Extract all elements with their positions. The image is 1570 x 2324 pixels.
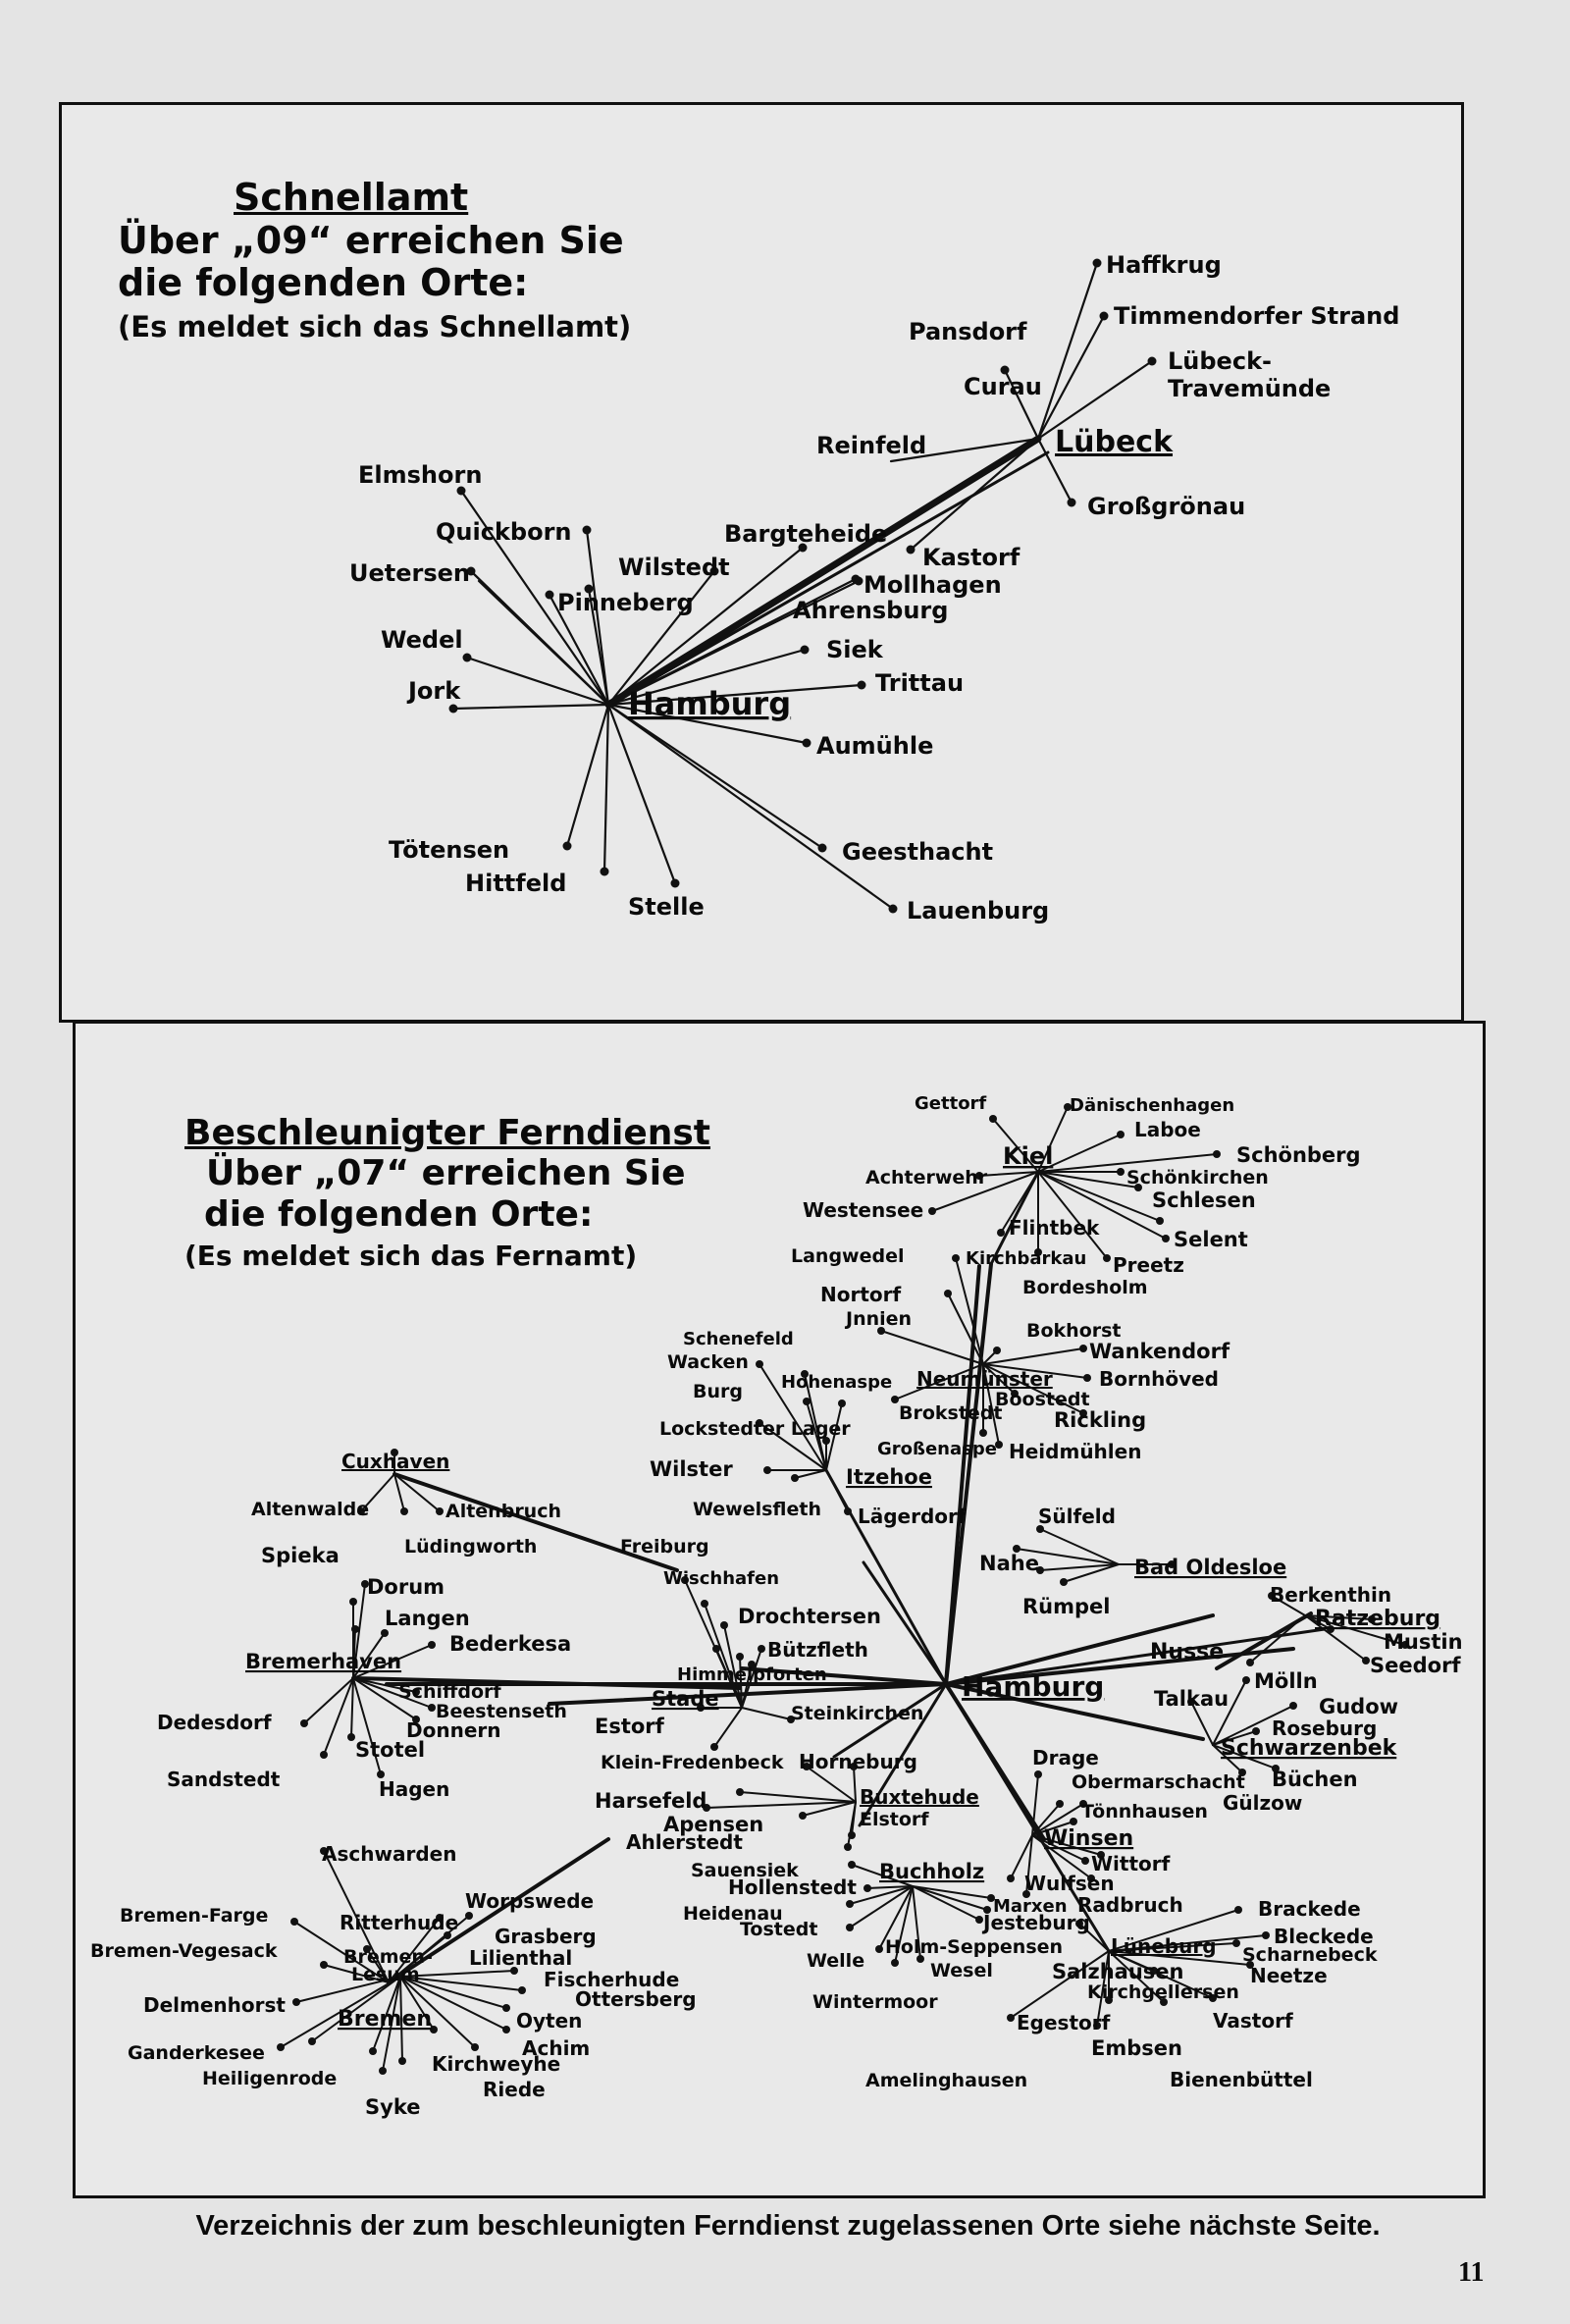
town-label-itzehoe: Itzehoe [846,1465,932,1489]
town-label-buechen: Büchen [1272,1768,1358,1791]
town-label-bleckede: Bleckede [1274,1925,1374,1948]
town-dot [891,1396,899,1403]
town-label-freiburg: Freiburg [620,1536,709,1558]
town-label-wilstedt: Wilstedt [618,554,730,581]
town-dot [518,1986,526,1994]
town-dot [803,1398,811,1405]
town-dot [712,1645,720,1653]
town-label-syke: Syke [365,2095,421,2119]
town-dot [502,2004,510,2012]
town-label-sandstedt: Sandstedt [167,1768,281,1791]
town-label-schenefeld: Schenefeld [683,1329,794,1349]
town-dot [379,2067,387,2075]
town-label-elstorf: Elstorf [860,1809,929,1830]
town-label-bienenbuettel: Bienenbüttel [1170,2068,1313,2091]
town-label-kirchgellersen: Kirchgellersen [1087,1981,1239,2003]
town-dot [398,2057,406,2065]
town-label-hittfeld: Hittfeld [465,870,567,897]
town-label-guelzow: Gülzow [1223,1791,1303,1815]
town-label-salzhausen: Salzhausen [1052,1960,1184,1983]
town-dot [1034,1770,1042,1778]
town-dot [1007,2014,1015,2022]
town-label-altenbruch: Altenbruch [445,1501,561,1522]
connection-line [567,705,608,846]
connection-line [324,1678,353,1755]
town-label-bremen: Bremen [338,2007,433,2032]
town-dot [1079,1345,1087,1352]
town-dot [858,681,866,690]
town-dot [671,879,680,888]
town-label-hagen: Hagen [379,1777,450,1801]
town-label-radbruch: Radbruch [1077,1893,1183,1917]
town-label-jesteburg: Jesteburg [983,1911,1090,1934]
town-dot [428,1641,436,1649]
town-label-boostedt: Boostedt [995,1389,1090,1410]
town-label-preetz: Preetz [1113,1253,1184,1277]
town-dot [993,1347,1001,1354]
town-label-sauensiek: Sauensiek [691,1860,799,1881]
town-label-bornhoeved: Bornhöved [1099,1367,1219,1391]
town-dot [801,646,810,655]
town-label-ahlerstedt: Ahlerstedt [626,1830,743,1854]
ferndienst-line1: Über „07“ erreichen Sie [206,1153,686,1194]
connection-line [850,1886,913,1904]
town-label-mollhagen: Mollhagen [864,571,1002,599]
town-label-heidmuehlen: Heidmühlen [1009,1440,1142,1463]
town-label-wankendorf: Wankendorf [1089,1340,1230,1363]
town-label-wittorf: Wittorf [1091,1852,1171,1875]
town-dot [546,591,554,600]
town-dot [1117,1131,1125,1138]
town-label-scharnebeck: Scharnebeck [1242,1944,1378,1966]
town-label-brackede: Brackede [1258,1897,1361,1921]
town-dot [290,1918,298,1926]
town-dot [277,2043,285,2051]
town-label-bordesholm: Bordesholm [1022,1277,1148,1298]
town-dot [1117,1168,1125,1176]
town-label-estorf: Estorf [595,1715,664,1738]
town-label-rosseburg: Roseburg [1272,1717,1378,1740]
page-number: 11 [1458,2257,1485,2288]
town-dot [563,842,572,851]
town-label-suelfeld: Sülfeld [1038,1505,1116,1528]
town-dot [891,1959,899,1967]
town-label-kirchbarkau: Kirchbarkau [966,1248,1087,1269]
town-dot [1246,1659,1254,1666]
town-dot [758,1645,765,1653]
town-label-schoenkirchen: Schönkirchen [1126,1167,1269,1188]
town-dot [400,1507,408,1515]
town-label-luedingworth: Lüdingworth [404,1536,538,1558]
town-label-seedorf: Seedorf [1370,1654,1461,1677]
town-dot [1234,1906,1242,1914]
town-label-daenischenhagen: Dänischenhagen [1070,1095,1235,1116]
town-dot [1289,1702,1297,1710]
town-label-wilster: Wilster [650,1457,733,1481]
town-dot [292,1998,300,2006]
town-dot [1156,1217,1164,1225]
town-label-delmenhorst: Delmenhorst [143,1993,286,2017]
town-dot [1213,1150,1221,1158]
town-dot [601,868,609,876]
town-dot [1083,1374,1091,1382]
town-dot [756,1360,763,1368]
town-dot [875,1945,883,1953]
town-label-oyten: Oyten [516,2009,583,2033]
town-dot [583,526,592,535]
town-label-elmshorn: Elmshorn [358,461,483,489]
town-label-lockstedter: Lockstedter Lager [659,1418,851,1440]
town-label-bremerhaven: Bremerhaven [245,1650,402,1673]
connection-line [740,1792,856,1802]
town-label-riede: Riede [483,2078,546,2101]
town-label-luebeck: Lübeck [1055,425,1174,459]
town-label-schoenberg: Schönberg [1236,1143,1361,1167]
town-label-schiffdorf: Schiffdorf [398,1681,501,1703]
town-label-burg: Burg [693,1381,743,1402]
town-dot [844,1843,852,1851]
town-label-jnnien: Jnnien [846,1308,913,1330]
town-label-kiel: Kiel [1003,1142,1054,1170]
town-label-dorum: Dorum [367,1575,445,1599]
town-dot [975,1916,983,1924]
town-label-wewelsfleth: Wewelsfleth [693,1499,822,1520]
town-label-geesthacht: Geesthacht [842,838,994,866]
town-dot [1060,1578,1068,1586]
town-dot [803,739,811,748]
town-dot [1081,1857,1089,1865]
town-dot [465,1912,473,1920]
town-label-hamburg: Hamburg [962,1670,1105,1703]
town-label-wulfsen: Wulfsen [1024,1872,1115,1895]
town-dot [791,1474,799,1482]
town-dot [1007,1875,1015,1882]
town-label-reinfeld: Reinfeld [816,432,927,459]
town-label-nahe: Nahe [979,1552,1039,1575]
town-label-mustin: Mustin [1384,1630,1463,1654]
connection-line [1038,263,1097,439]
town-label-bokhorst: Bokhorst [1026,1320,1122,1342]
town-label-wischhafen: Wischhafen [663,1568,780,1589]
town-label-donnern: Donnern [406,1718,501,1742]
town-label-flintbek: Flintbek [1009,1216,1100,1240]
town-label-kirchweyhe: Kirchweyhe [432,2052,561,2076]
town-label-nortorf: Nortorf [820,1283,902,1306]
town-label-worpswede: Worpswede [465,1889,595,1913]
town-label-bargteheide: Bargteheide [724,520,888,548]
town-dot [864,1884,871,1892]
town-label-rickling: Rickling [1054,1408,1147,1432]
town-label-laboe: Laboe [1134,1118,1201,1141]
town-dot [463,654,472,662]
town-label-toetensen: Tötensen [389,836,510,864]
town-label-schlesen: Schlesen [1152,1188,1256,1212]
town-label-pinneberg: Pinneberg [557,589,694,616]
connection-line [604,705,608,872]
town-label-bremenvegesack: Bremen-Vegesack [90,1940,278,1962]
ferndienst-line2: die folgenden Orte: [204,1193,594,1235]
town-dot [1103,1254,1111,1262]
schnellamt-line2: die folgenden Orte: [118,261,529,305]
schnellamt-line3: (Es meldet sich das Schnellamt) [118,310,632,344]
town-dot [846,1900,854,1908]
town-dot [1252,1727,1260,1735]
connection-line [795,1470,826,1478]
footer-note: Verzeichnis der zum beschleunigten Ferndienst zugelassenen Orte siehe nächste Seite. [195,2210,1381,2242]
town-label-travemuende2: Travemünde [1168,375,1332,402]
town-label-quickborn: Quickborn [436,518,572,546]
town-dot [799,1812,807,1820]
town-label-spieka: Spieka [261,1544,340,1567]
town-label-harsefeld: Harsefeld [595,1789,707,1813]
town-dot [979,1429,987,1437]
town-label-stade: Stade [652,1687,719,1711]
town-label-holmseppensen: Holm-Seppensen [885,1936,1064,1958]
town-label-wacken: Wacken [667,1351,749,1373]
town-label-laegerdorf: Lägerdorf [858,1505,967,1528]
town-label-uetersen: Uetersen [349,559,470,587]
town-label-hamburg: Hamburg [628,685,792,722]
town-dot [349,1598,357,1606]
town-label-wesel: Wesel [930,1960,993,1981]
town-dot [889,905,898,914]
town-label-himmelpforten: Himmelpforten [677,1664,827,1685]
town-dot [907,546,916,555]
town-label-lueneburg: Lüneburg [1111,1934,1217,1958]
town-dot [818,844,827,853]
town-dot [308,2037,316,2045]
town-label-lauenburg: Lauenburg [907,897,1050,924]
town-label-nusse: Nusse [1150,1640,1225,1664]
town-dot [848,1861,856,1869]
connection-line [351,1678,353,1737]
town-label-winsen: Winsen [1044,1826,1134,1851]
town-dot [1100,312,1109,321]
connection-line [881,1331,983,1364]
town-label-neumuenster: Neumünster [916,1367,1053,1391]
town-label-trittau: Trittau [875,669,965,697]
town-label-egestorf: Egestorf [1017,2011,1111,2034]
town-label-bederkesa: Bederkesa [449,1632,572,1656]
town-label-horneburg: Horneburg [799,1750,917,1773]
town-dot [928,1207,936,1215]
town-label-stotel: Stotel [355,1738,426,1762]
town-dot [471,2043,479,2051]
town-label-grossenaspe: Großenaspe [877,1439,997,1459]
town-label-talkau: Talkau [1154,1687,1230,1711]
town-label-bremenfarge: Bremen-Farge [120,1905,269,1927]
town-label-buxtehude: Buxtehude [860,1785,979,1809]
town-dot [838,1400,846,1407]
town-dot [1093,259,1102,268]
town-label-timmendorf: Timmendorfer Strand [1114,302,1400,330]
town-label-tostedt: Tostedt [740,1919,818,1940]
town-label-ottersberg: Ottersberg [575,1987,697,2011]
town-dot [1242,1676,1250,1684]
connection-line [453,705,608,709]
town-dot [1162,1235,1170,1242]
town-dot [710,1743,718,1751]
town-label-drochtersen: Drochtersen [738,1605,881,1628]
town-dot [502,2026,510,2034]
town-label-westensee: Westensee [803,1198,924,1222]
town-dot [736,1653,744,1661]
town-dot [1148,357,1157,366]
schnellamt-line1: Über „09“ erreichen Sie [118,218,624,262]
town-label-beestenseth: Beestenseth [436,1701,567,1722]
town-label-ritterhude: Ritterhude [340,1911,459,1934]
ferndienst-title: Beschleunigter Ferndienst [184,1113,711,1153]
town-dot [1070,1818,1077,1825]
town-dot [852,575,861,584]
connection-line [848,1802,856,1847]
town-label-gudow: Gudow [1319,1695,1399,1718]
town-label-achim: Achim [522,2036,591,2060]
town-label-badoldesloe: Bad Oldesloe [1134,1556,1287,1579]
town-label-brokstedt: Brokstedt [899,1402,1003,1424]
town-label-marxen: Marxen [993,1896,1068,1917]
town-dot [320,1961,328,1969]
connection-line [608,705,675,883]
town-dot [347,1733,355,1741]
town-dot [428,1704,436,1712]
schnellamt-title: Schnellamt [234,176,469,219]
connection-line [850,1886,913,1928]
town-label-bremenlesum: Bremen- [343,1946,433,1968]
town-label-wintermoor: Wintermoor [812,1991,938,2013]
town-dot [952,1254,960,1262]
connection-line [304,1678,353,1723]
town-label-cuxhaven: Cuxhaven [341,1450,450,1473]
town-dot [944,1290,952,1297]
town-label-heidenau: Heidenau [683,1903,783,1925]
town-dot [1056,1800,1064,1808]
town-dot [1362,1657,1370,1664]
town-dot [989,1115,997,1123]
town-dot [1068,499,1076,507]
town-label-heiligenrode: Heiligenrode [202,2068,338,2089]
town-label-haffkrug: Haffkrug [1106,251,1222,279]
town-label-langen: Langen [385,1607,470,1630]
town-label-schwarzenbek: Schwarzenbek [1221,1736,1397,1761]
town-label-neetze: Neetze [1250,1964,1328,1987]
town-label-siek: Siek [826,636,883,663]
town-label-stelle: Stelle [628,893,705,921]
town-label-dedesdorf: Dedesdorf [157,1711,272,1734]
town-label-steinkirchen: Steinkirchen [791,1703,924,1724]
town-label-jork: Jork [408,677,461,705]
town-dot [449,705,458,713]
connection-line [394,1474,404,1511]
town-dot [369,2047,377,2055]
connection-line [742,1708,791,1719]
town-dot [320,1751,328,1759]
town-label-obermarschacht: Obermarschacht [1072,1771,1245,1793]
town-label-ahrensburg: Ahrensburg [793,597,949,624]
town-dot [701,1600,708,1608]
town-label-ratzeburg: Ratzeburg [1315,1607,1441,1631]
town-label-buchholz: Buchholz [879,1860,985,1883]
town-label-buetzfleth: Bützfleth [767,1638,868,1662]
town-label-altenwalde: Altenwalde [251,1499,370,1520]
town-label-kleinfredenbeck: Klein-Fredenbeck [601,1752,784,1773]
town-dot [720,1621,728,1629]
town-label-lilienthal: Lilienthal [469,1946,573,1970]
town-label-travemuende: Lübeck- [1168,347,1272,375]
town-label-pansdorf: Pansdorf [909,318,1027,345]
town-label-toennhausen: Tönnhausen [1081,1801,1208,1822]
connection-line [1038,316,1104,439]
town-label-amelinghausen: Amelinghausen [865,2070,1028,2091]
town-label-aumuehle: Aumühle [816,732,934,760]
town-label-grasberg: Grasberg [495,1925,597,1948]
town-label-ruempel: Rümpel [1022,1595,1111,1618]
town-dot [1232,1939,1240,1947]
town-label-fischerhude: Fischerhude [544,1968,680,1991]
town-dot [763,1466,771,1474]
town-dot [997,1229,1005,1237]
town-label-berkenthin: Berkenthin [1270,1583,1392,1607]
town-dot [846,1924,854,1931]
town-label-hollenstedt: Hollenstedt [728,1875,857,1899]
town-label-welle: Welle [807,1950,865,1972]
town-dot [300,1719,308,1727]
town-label-selent: Selent [1174,1228,1248,1251]
town-label-bremenlesum2: Lesum [351,1964,420,1985]
connection-line [913,1886,987,1910]
town-label-embsen: Embsen [1091,2036,1182,2060]
town-label-hohenaspe: Hohenaspe [781,1372,893,1393]
town-label-drage: Drage [1032,1746,1099,1769]
town-label-kastorf: Kastorf [922,544,1020,571]
town-dot [436,1507,444,1515]
town-label-apensen: Apensen [663,1813,764,1836]
town-dot [1262,1931,1270,1939]
town-label-grossgroenau: Großgrönau [1087,493,1246,520]
town-label-achterwehr: Achterwehr [865,1167,988,1188]
town-dot [381,1629,389,1637]
town-label-gettorf: Gettorf [915,1093,987,1114]
connection-line [714,1708,742,1747]
town-label-langwedel: Langwedel [791,1245,905,1267]
town-dot [736,1788,744,1796]
ferndienst-line3: (Es meldet sich das Fernamt) [184,1240,638,1273]
town-label-curau: Curau [964,373,1042,400]
town-label-ganderkesee: Ganderkesee [128,2042,265,2064]
town-label-aschwarden: Aschwarden [322,1842,457,1866]
town-label-wedel: Wedel [381,626,463,654]
town-label-vastorf: Vastorf [1213,2009,1293,2033]
connection-line [394,1474,440,1511]
town-label-moelln: Mölln [1254,1669,1318,1693]
